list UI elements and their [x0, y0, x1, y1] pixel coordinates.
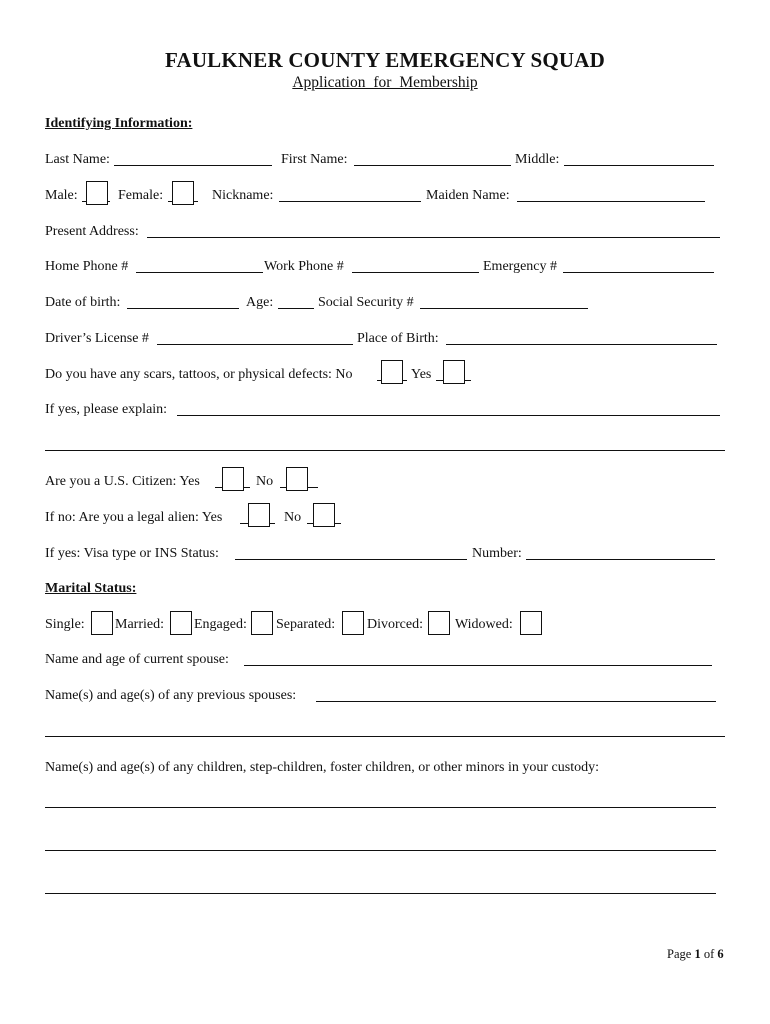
explain-field-continued[interactable] [45, 450, 725, 451]
middle-name-field[interactable] [564, 165, 714, 166]
widowed-label: Widowed: [455, 617, 513, 632]
explain-label: If yes, please explain: [45, 402, 168, 417]
engaged-label: Engaged: [194, 617, 247, 632]
present-address-field[interactable] [147, 237, 720, 238]
children-field-line-2[interactable] [45, 850, 716, 851]
last-name-field[interactable] [114, 165, 272, 166]
explain-field[interactable] [177, 415, 720, 416]
drivers-license-field[interactable] [157, 344, 353, 345]
alien-question-label: If no: Are you a legal alien: Yes [45, 510, 223, 525]
divorced-label: Divorced: [367, 617, 423, 632]
nickname-field[interactable] [279, 201, 421, 202]
female-label: Female: [118, 188, 164, 203]
ssn-field[interactable] [420, 308, 588, 309]
previous-spouses-field-continued[interactable] [45, 736, 725, 737]
ssn-label: Social Security # [318, 295, 414, 310]
children-label: Name(s) and age(s) of any children, step-children, foster children, or other minors in your custody: [45, 760, 599, 775]
current-spouse-field[interactable] [244, 665, 712, 666]
scars-yes-label: Yes [411, 367, 432, 382]
separated-label: Separated: [276, 617, 336, 632]
home-phone-label: Home Phone # [45, 259, 129, 274]
citizen-no-checkbox[interactable] [286, 467, 308, 491]
age-field[interactable] [278, 308, 314, 309]
previous-spouses-label: Name(s) and age(s) of any previous spouses: [45, 688, 297, 703]
emergency-phone-label: Emergency # [483, 259, 557, 274]
middle-label: Middle: [515, 152, 560, 167]
maiden-name-label: Maiden Name: [426, 188, 510, 203]
single-label: Single: [45, 617, 85, 632]
widowed-checkbox[interactable] [520, 611, 542, 635]
male-label: Male: [45, 188, 78, 203]
form-subtitle: Application for Membership [292, 74, 478, 91]
page-total: 6 [717, 947, 724, 961]
divorced-checkbox[interactable] [428, 611, 450, 635]
nickname-label: Nickname: [212, 188, 274, 203]
first-name-field[interactable] [354, 165, 511, 166]
page-current: 1 [694, 947, 701, 961]
married-label: Married: [115, 617, 164, 632]
drivers-license-label: Driver’s License # [45, 331, 149, 346]
number-label: Number: [472, 546, 522, 561]
maiden-name-field[interactable] [517, 201, 705, 202]
section-heading-marital: Marital Status: [45, 581, 137, 596]
married-checkbox[interactable] [170, 611, 192, 635]
current-spouse-label: Name and age of current spouse: [45, 652, 229, 667]
emergency-phone-field[interactable] [563, 272, 714, 273]
page-indicator [667, 947, 724, 962]
separated-checkbox[interactable] [342, 611, 364, 635]
place-of-birth-field[interactable] [446, 344, 717, 345]
female-checkbox[interactable] [172, 181, 194, 205]
page-word: Page [667, 947, 692, 961]
single-checkbox[interactable] [91, 611, 113, 635]
present-address-label: Present Address: [45, 224, 139, 239]
age-label: Age: [246, 295, 274, 310]
work-phone-field[interactable] [352, 272, 479, 273]
first-name-label: First Name: [281, 152, 348, 167]
visa-label: If yes: Visa type or INS Status: [45, 546, 219, 561]
alien-no-label: No [284, 510, 302, 525]
work-phone-label: Work Phone # [264, 259, 344, 274]
date-of-birth-label: Date of birth: [45, 295, 121, 310]
scars-yes-checkbox[interactable] [443, 360, 465, 384]
visa-number-field[interactable] [526, 559, 715, 560]
children-field-line-3[interactable] [45, 893, 716, 894]
form-title: FAULKNER COUNTY EMERGENCY SQUAD [164, 48, 606, 72]
children-field-line-1[interactable] [45, 807, 716, 808]
date-of-birth-field[interactable] [127, 308, 239, 309]
citizen-no-label: No [256, 474, 274, 489]
page-of: of [703, 947, 715, 961]
scars-question-label: Do you have any scars, tattoos, or physical defects: No [45, 367, 353, 382]
home-phone-field[interactable] [136, 272, 263, 273]
visa-field[interactable] [235, 559, 467, 560]
scars-no-checkbox[interactable] [381, 360, 403, 384]
place-of-birth-label: Place of Birth: [357, 331, 439, 346]
section-heading-identifying: Identifying Information: [45, 116, 193, 131]
previous-spouses-field[interactable] [316, 701, 716, 702]
alien-yes-checkbox[interactable] [248, 503, 270, 527]
alien-no-checkbox[interactable] [313, 503, 335, 527]
last-name-label: Last Name: [45, 152, 110, 167]
citizen-question-label: Are you a U.S. Citizen: Yes [45, 474, 200, 489]
citizen-yes-checkbox[interactable] [222, 467, 244, 491]
male-checkbox[interactable] [86, 181, 108, 205]
engaged-checkbox[interactable] [251, 611, 273, 635]
